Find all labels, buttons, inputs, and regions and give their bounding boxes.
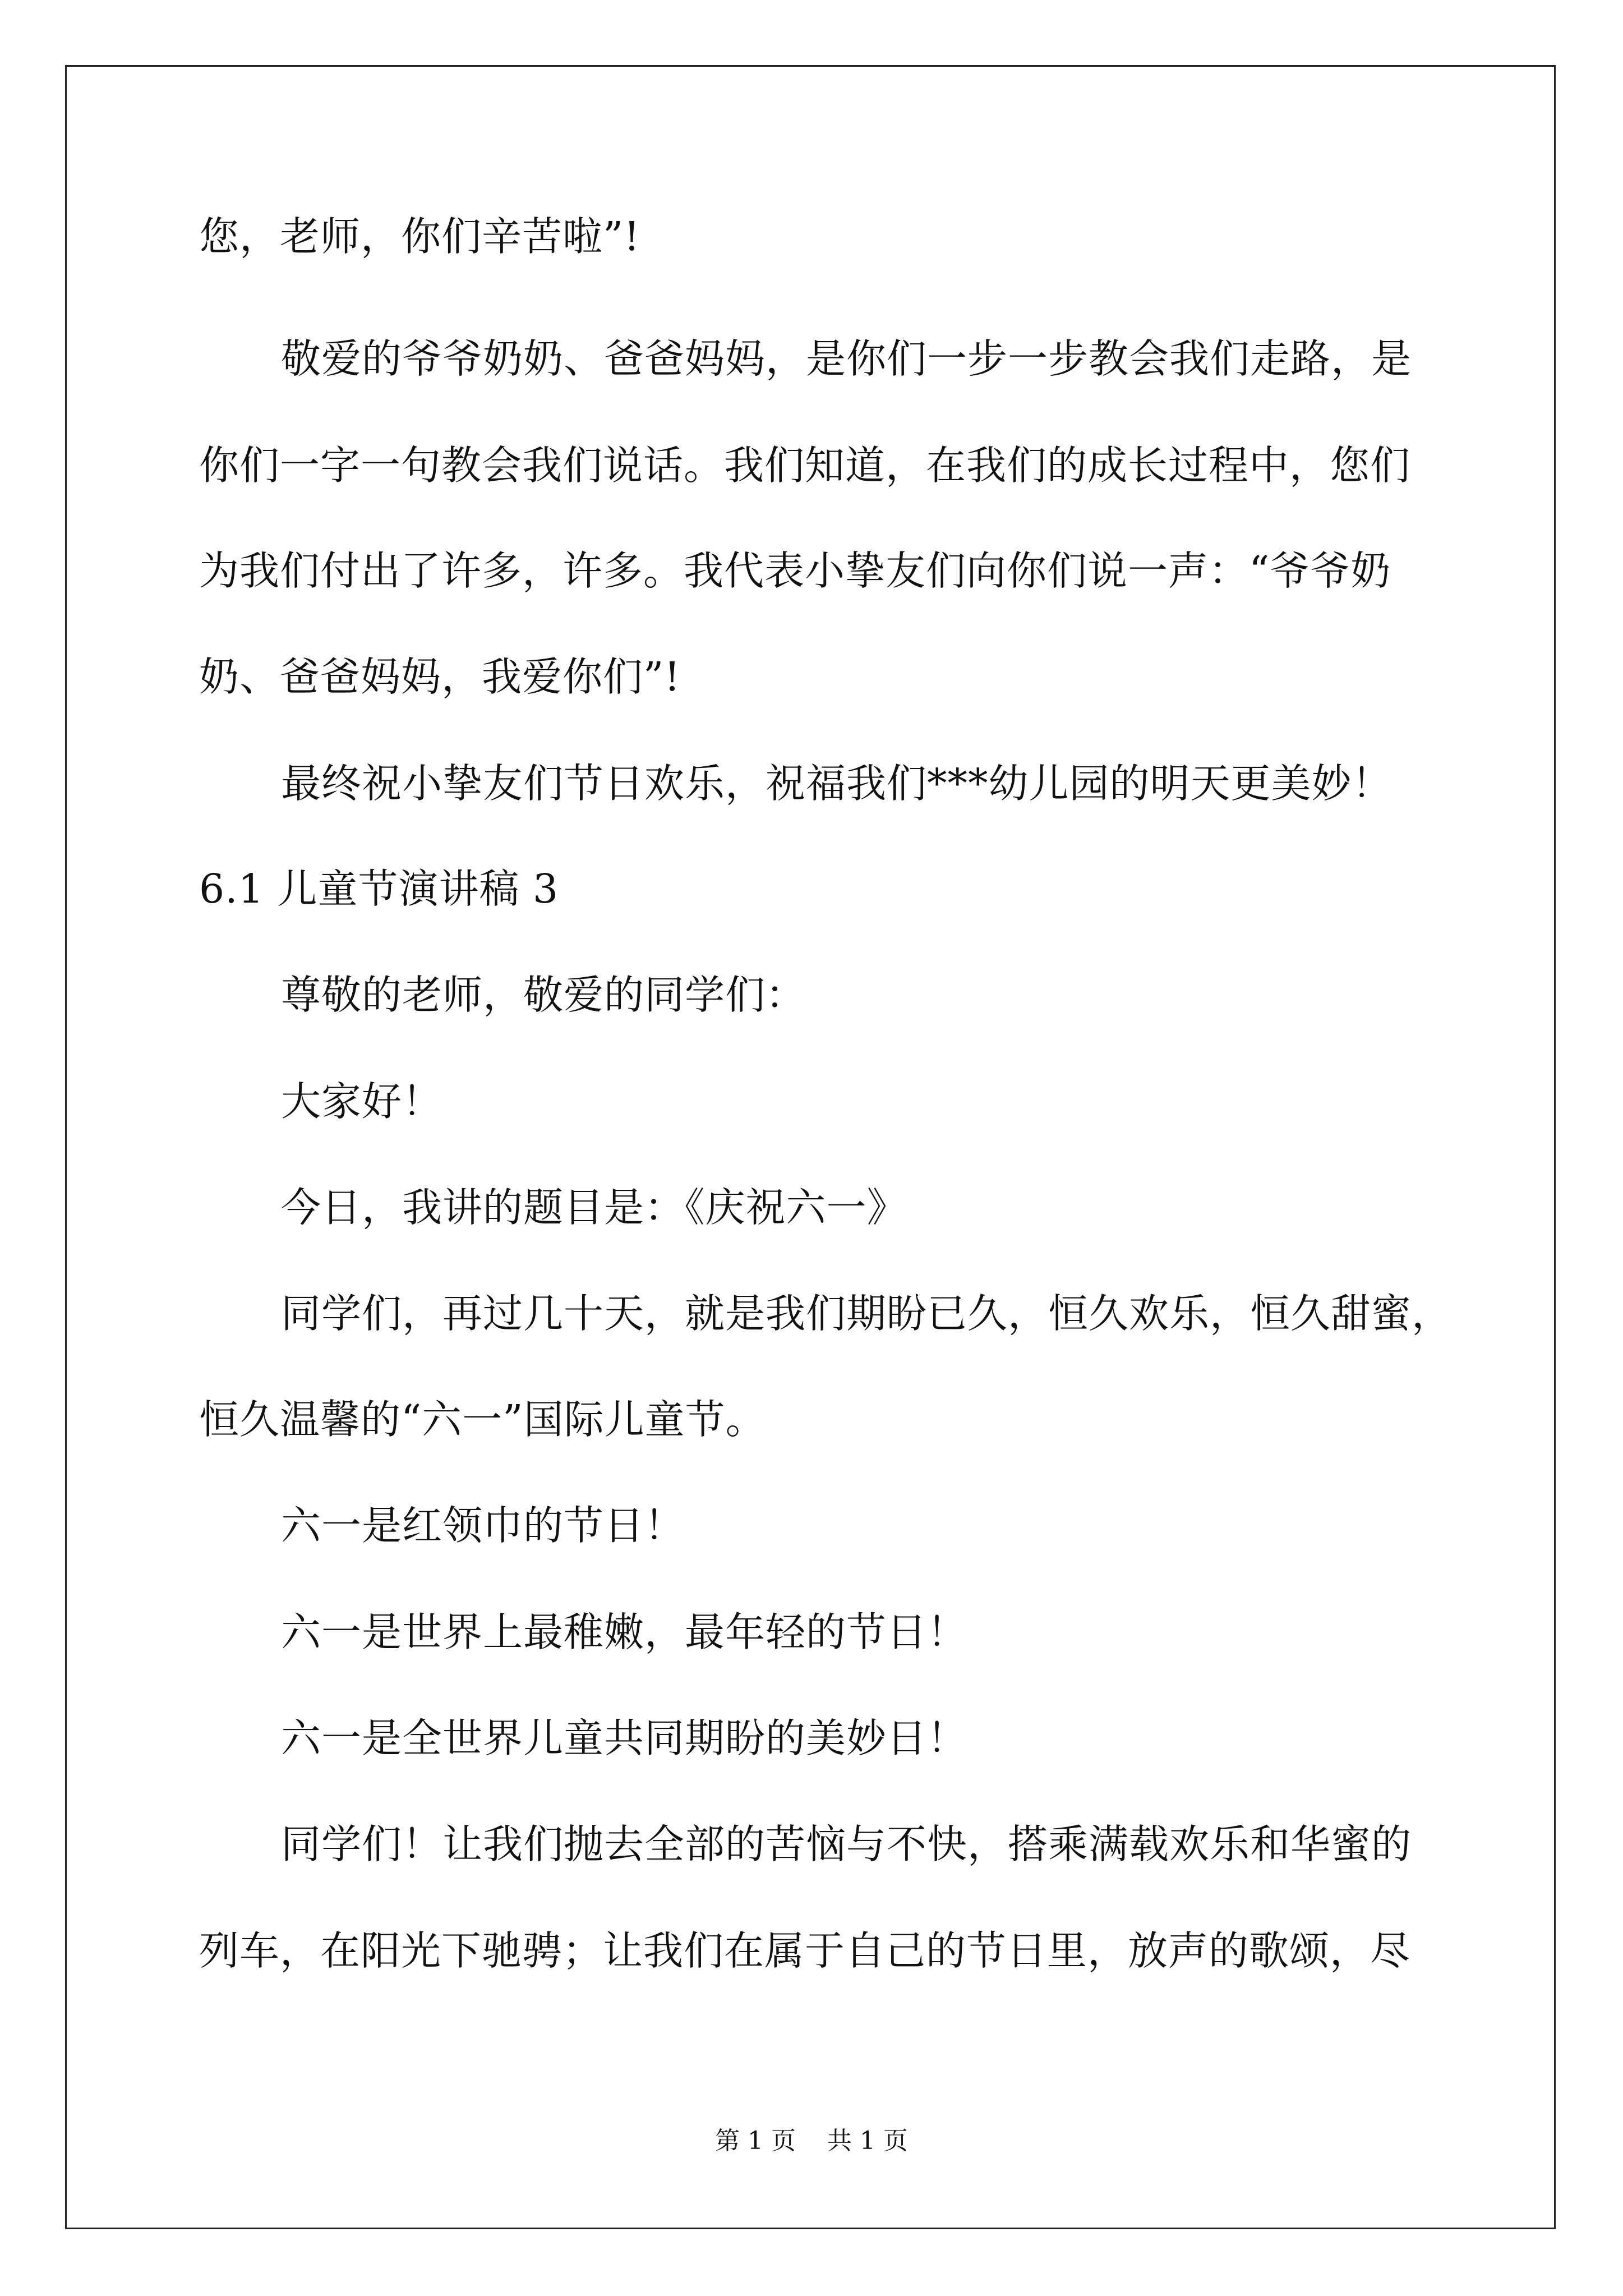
text-line: 为我们付出了许多，许多。我代表小挚友们向你们说一声：“爷爷奶 (199, 547, 1391, 594)
paragraph-line: 六一是世界上最稚嫩，最年轻的节日！ (281, 1609, 968, 1655)
text-line: 您，老师，你们辛苦啦”! (199, 213, 640, 260)
text-line: 列车，在阳光下驰骋；让我们在属于自己的节日里，放声的歌颂，尽 (199, 1927, 1411, 1974)
paragraph-line: 敬爱的爷爷奶奶、爸爸妈妈，是你们一步一步教会我们走路，是 (281, 335, 1412, 382)
page-footer: 第 1 页 共 1 页 (715, 2127, 908, 2155)
paragraph-line: 同学们，再过几十天，就是我们期盼已久，恒久欢乐，恒久甜蜜， (281, 1290, 1453, 1337)
paragraph-line: 同学们！让我们抛去全部的苦恼与不快，搭乘满载欢乐和华蜜的 (281, 1821, 1412, 1867)
paragraph-line: 六一是全世界儿童共同期盼的美妙日！ (281, 1715, 968, 1761)
paragraph-line: 今日，我讲的题目是：《庆祝六一》 (281, 1184, 907, 1231)
text-line: 你们一字一句教会我们说话。我们知道，在我们的成长过程中，您们 (199, 442, 1411, 489)
page-border (65, 65, 1556, 2229)
text-line: 恒久温馨的“六一”国际儿童节。 (199, 1396, 766, 1443)
paragraph-line: 六一是红领巾的节日！ (281, 1502, 685, 1549)
paragraph-line: 大家好！ (281, 1078, 443, 1125)
paragraph-line: 尊敬的老师，敬爱的同学们： (281, 972, 806, 1018)
paragraph-line: 最终祝小挚友们节日欢乐，祝福我们***幼儿园的明天更美妙！ (281, 760, 1393, 807)
section-heading: 6.1 儿童节演讲稿 3 (199, 866, 559, 912)
text-line: 奶、爸爸妈妈，我爱你们”! (199, 654, 681, 700)
